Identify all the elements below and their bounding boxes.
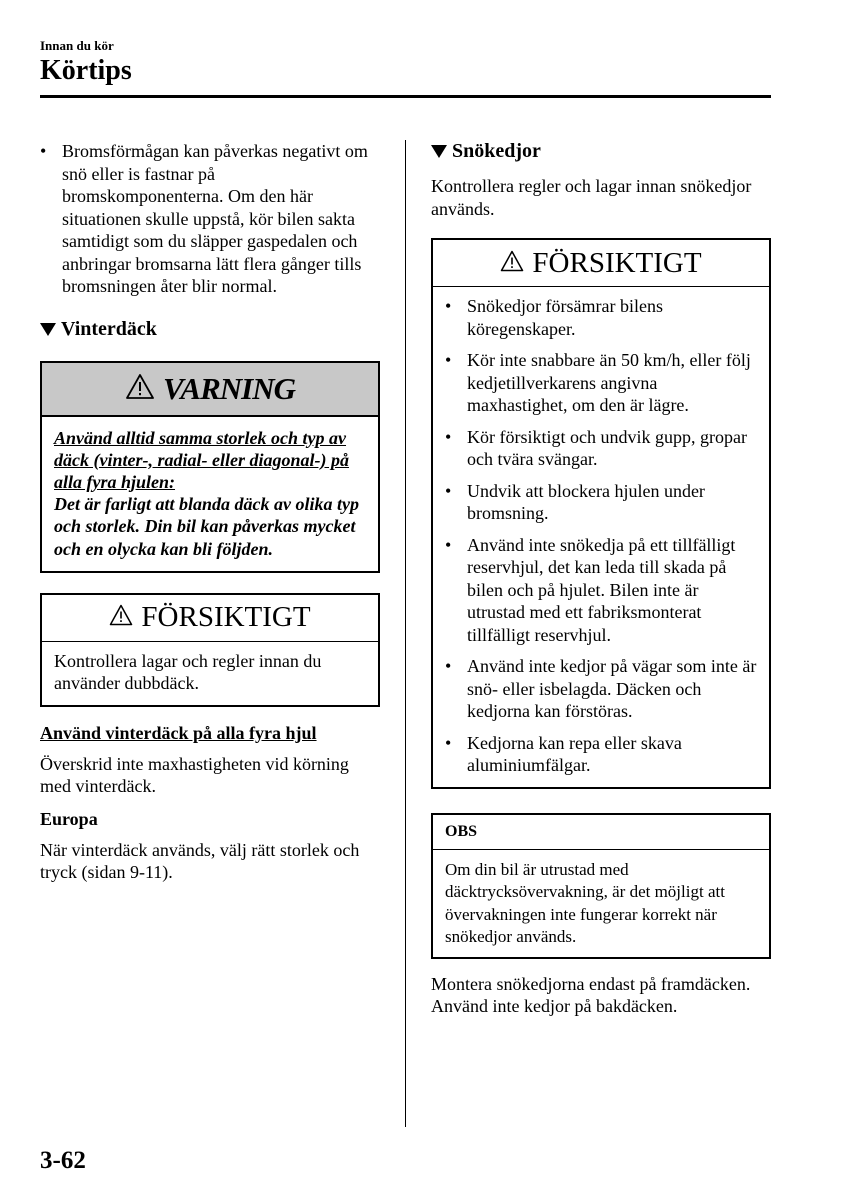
intro-bullet-list (40, 140, 380, 298)
caution-header-right (433, 240, 769, 287)
triangle-down-icon (40, 323, 56, 336)
hazard-icon (500, 250, 524, 277)
caution-title-left: FÖRSIKTIGT (141, 601, 311, 634)
snow-chains-intro: Kontrollera regler och lagar innan snökedjor används. (431, 176, 752, 219)
intro-bullet: • Bromsförmågan kan påverkas negativt om snö eller is fastnar på bromskomponenterna. Om den här situationen skulle uppstå, kör bilen sakta samtidigt som du släpper gaspedalen och anbringar bromsarna lätt flera gånger tills bromsningen åter blir normal. (40, 140, 380, 298)
caution-body-left: Kontrollera lagar och regler innan du använder dubbdäck. (54, 650, 322, 694)
caution-bullet-list (433, 287, 769, 787)
obs-text: Om din bil är utrustad med däcktrycksövervakning, är det möjligt att övervakningen inte fungerar korrekt när snökedjor används. (445, 859, 725, 946)
caution-item: • Använd inte snökedja på ett tillfälligt reservhjul, det kan leda till skada på bilen och på hjulet. Bilen inte är utrustad med ett fabriksmonterat tillfälligt reservhjul. (445, 534, 757, 647)
page-number: 3-62 (40, 1147, 86, 1174)
breadcrumb: Innan du kör (40, 38, 114, 53)
all-wheels-heading: Använd vinterdäck på alla fyra hjul (40, 722, 317, 743)
closing-text-2: Använd inte kedjor på bakdäcken. (431, 996, 678, 1016)
left-column (40, 140, 380, 884)
caution-box-left (40, 593, 380, 707)
triangle-down-icon (431, 145, 447, 158)
caution-item: • Undvik att blockera hjulen under bromsning. (445, 480, 757, 525)
caution-item: • Kör inte snabbare än 50 km/h, eller följ kedjetillverkarens angivna maxhastighet, om den är lägre. (445, 349, 757, 417)
caution-header-left (42, 595, 378, 642)
title-rule (40, 95, 771, 98)
warning-title: VARNING (163, 370, 295, 406)
warning-body (42, 417, 378, 571)
page-title: Körtips (40, 55, 132, 86)
caution-title-right: FÖRSIKTIGT (532, 246, 702, 279)
warning-underlined-text: Använd alltid samma storlek och typ av däck (vinter-, radial- eller diagonal-) på alla fyra hjulen: (54, 427, 349, 492)
europe-text: När vinterdäck används, välj rätt storlek och tryck (sidan 9-11). (40, 839, 360, 883)
hazard-icon (125, 373, 155, 405)
warning-header (42, 363, 378, 417)
snow-chains-heading (431, 140, 771, 163)
europe-heading: Europa (40, 808, 98, 829)
hazard-icon (109, 604, 133, 631)
caution-item: • Kedjorna kan repa eller skava aluminiumfälgar. (445, 732, 757, 777)
snow-chains-heading-label: Snökedjor (452, 140, 541, 162)
caution-box-right (431, 238, 771, 789)
warning-box (40, 361, 380, 573)
winter-tires-heading-label: Vinterdäck (61, 317, 157, 340)
caution-item: • Kör försiktigt och undvik gupp, gropar och tvära svängar. (445, 426, 757, 471)
caution-item: • Snökedjor försämrar bilens köregenskaper. (445, 295, 757, 340)
right-column (431, 140, 771, 1018)
warning-text: Det är farligt att blanda däck av olika typ och storlek. Din bil kan påverkas mycket och en olycka kan bli följden. (54, 494, 359, 559)
obs-box (431, 813, 771, 959)
closing-text-1: Montera snökedjorna endast på framdäcken. (431, 973, 751, 994)
all-wheels-text: Överskrid inte maxhastigheten vid körning med vinterdäck. (40, 753, 349, 797)
column-divider (405, 140, 406, 1127)
caution-item: • Använd inte kedjor på vägar som inte är snö- eller isbelagda. Däcken och kedjorna kan förstöras. (445, 655, 757, 723)
winter-tires-heading (40, 318, 380, 341)
obs-title: OBS (433, 815, 769, 850)
